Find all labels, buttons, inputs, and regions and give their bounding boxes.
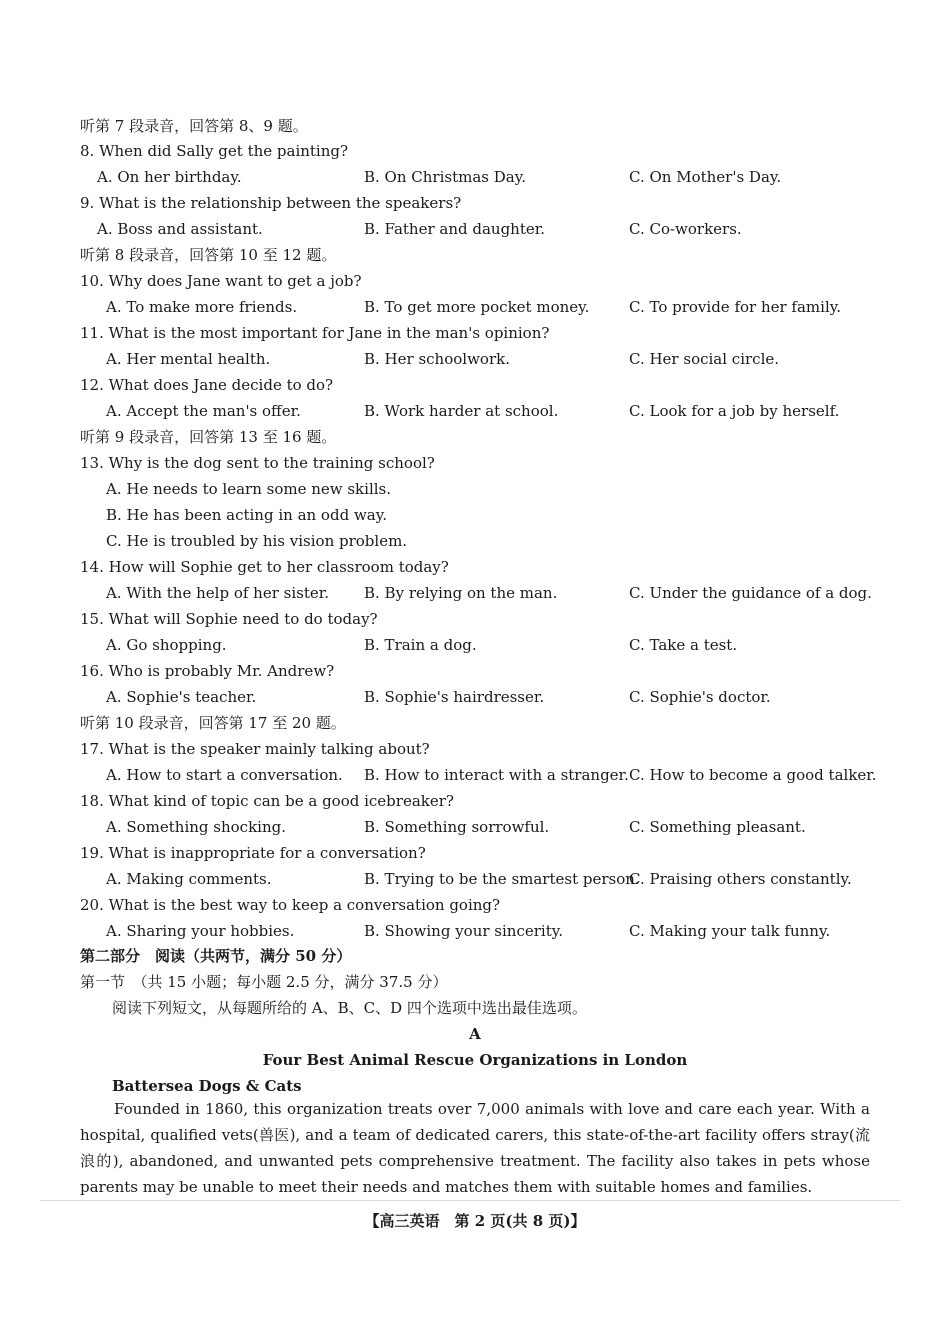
question-8-option-c: C. On Mother's Day. <box>629 168 782 186</box>
question-9-stem: 9. What is the relationship between the speakers? <box>80 194 462 212</box>
question-9-option-b: B. Father and daughter. <box>364 220 546 238</box>
question-12-option-b: B. Work harder at school. <box>364 402 559 420</box>
question-13-option-c: C. He is troubled by his vision problem. <box>106 532 408 550</box>
question-8-stem: 8. When did Sally get the painting? <box>80 142 349 160</box>
question-16-stem: 16. Who is probably Mr. Andrew? <box>80 662 335 680</box>
question-19-stem: 19. What is inappropriate for a conversation? <box>80 844 426 862</box>
question-15-stem: 15. What will Sophie need to do today? <box>80 610 378 628</box>
passage-letter: A <box>469 1025 481 1043</box>
question-11-option-b: B. Her schoolwork. <box>364 350 510 368</box>
question-12-stem: 12. What does Jane decide to do? <box>80 376 334 394</box>
question-16-option-b: B. Sophie's hairdresser. <box>364 688 545 706</box>
question-10-option-c: C. To provide for her family. <box>629 298 841 316</box>
question-14-option-b: B. By relying on the man. <box>364 584 558 602</box>
question-10-stem: 10. Why does Jane want to get a job? <box>80 272 362 290</box>
question-11-stem: 11. What is the most important for Jane in the man's opinion? <box>80 324 550 342</box>
section-intro-9: 听第 9 段录音，回答第 13 至 16 题。 <box>80 428 337 446</box>
passage-paragraph <box>80 1096 870 1200</box>
question-13-stem: 13. Why is the dog sent to the training school? <box>80 454 435 472</box>
question-17-option-a: A. How to start a conversation. <box>106 766 343 784</box>
section-intro-10: 听第 10 段录音，回答第 17 至 20 题。 <box>80 714 346 732</box>
question-18-option-b: B. Something sorrowful. <box>364 818 550 836</box>
question-10-option-b: B. To get more pocket money. <box>364 298 590 316</box>
question-11-option-a: A. Her mental health. <box>106 350 271 368</box>
reading-instruction: 阅读下列短文，从每题所给的 A、B、C、D 四个选项中选出最佳选项。 <box>112 999 587 1017</box>
question-12-option-a: A. Accept the man's offer. <box>106 402 301 420</box>
question-19-option-b: B. Trying to be the smartest person. <box>364 870 640 888</box>
question-13-option-b: B. He has been acting in an odd way. <box>106 506 387 524</box>
question-15-option-c: C. Take a test. <box>629 636 738 654</box>
question-18-stem: 18. What kind of topic can be a good icebreaker? <box>80 792 454 810</box>
question-17-option-b: B. How to interact with a stranger. <box>364 766 629 784</box>
question-17-option-c: C. How to become a good talker. <box>629 766 877 784</box>
section-one-heading: 第一节 （共 15 小题；每小题 2.5 分，满分 37.5 分） <box>80 973 448 991</box>
question-15-option-a: A. Go shopping. <box>106 636 227 654</box>
part-two-heading: 第二部分 阅读（共两节，满分 50 分） <box>80 947 352 965</box>
question-8-option-a: A. On her birthday. <box>97 168 242 186</box>
question-14-stem: 14. How will Sophie get to her classroom today? <box>80 558 449 576</box>
question-18-option-c: C. Something pleasant. <box>629 818 806 836</box>
organization-title: Battersea Dogs & Cats <box>112 1077 302 1095</box>
question-16-option-c: C. Sophie's doctor. <box>629 688 771 706</box>
paragraph-text: Founded in 1860, this organization treats over 7,000 animals with love and care each year. With a hospital, qualified vets(兽医), and a team of dedicated carers, this state-of-the-art facility offers stray(流浪的), abandoned, and unwanted pets comprehensive treatment. The facility also takes in pets whose parents may be unable to meet their needs and matches them with suitable homes and families. <box>80 1100 870 1196</box>
footer-divider <box>40 1200 900 1201</box>
question-9-option-a: A. Boss and assistant. <box>97 220 263 238</box>
question-10-option-a: A. To make more friends. <box>106 298 298 316</box>
question-20-stem: 20. What is the best way to keep a conversation going? <box>80 896 501 914</box>
question-14-option-a: A. With the help of her sister. <box>106 584 330 602</box>
question-8-option-b: B. On Christmas Day. <box>364 168 526 186</box>
question-14-option-c: C. Under the guidance of a dog. <box>629 584 872 602</box>
section-intro-7: 听第 7 段录音，回答第 8、9 题。 <box>80 117 308 135</box>
question-19-option-a: A. Making comments. <box>106 870 272 888</box>
question-20-option-c: C. Making your talk funny. <box>629 922 831 940</box>
question-9-option-c: C. Co-workers. <box>629 220 742 238</box>
section-intro-8: 听第 8 段录音，回答第 10 至 12 题。 <box>80 246 337 264</box>
question-11-option-c: C. Her social circle. <box>629 350 780 368</box>
page-footer: 【高三英语 第 2 页(共 8 页)】 <box>364 1212 586 1230</box>
passage-title: Four Best Animal Rescue Organizations in London <box>262 1051 688 1069</box>
question-20-option-b: B. Showing your sincerity. <box>364 922 563 940</box>
question-13-option-a: A. He needs to learn some new skills. <box>106 480 392 498</box>
question-12-option-c: C. Look for a job by herself. <box>629 402 840 420</box>
question-18-option-a: A. Something shocking. <box>106 818 286 836</box>
question-16-option-a: A. Sophie's teacher. <box>106 688 257 706</box>
question-17-stem: 17. What is the speaker mainly talking about? <box>80 740 430 758</box>
question-20-option-a: A. Sharing your hobbies. <box>106 922 295 940</box>
question-15-option-b: B. Train a dog. <box>364 636 477 654</box>
question-19-option-c: C. Praising others constantly. <box>629 870 852 888</box>
